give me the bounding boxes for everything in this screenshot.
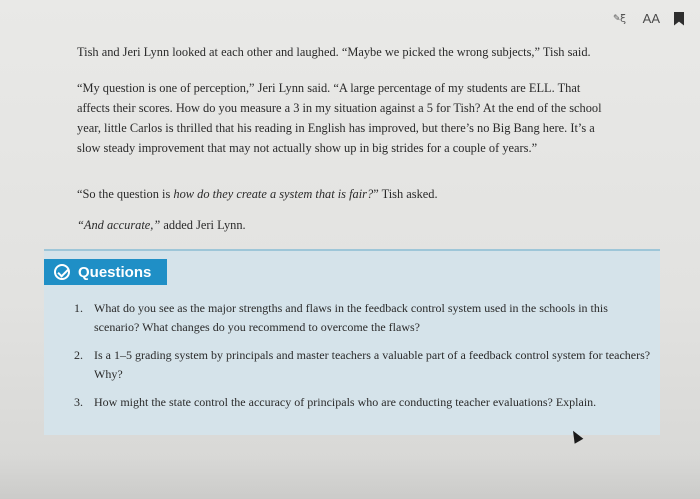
svg-text:ξ: ξ — [619, 12, 626, 24]
question-item — [74, 346, 654, 384]
paragraph-3-start: “So the question is — [77, 187, 174, 201]
paragraph-2 — [77, 78, 647, 158]
paragraph-4-rest: added Jeri Lynn. — [160, 218, 246, 232]
svg-text:✎: ✎ — [612, 14, 621, 24]
paragraph-2-line: “My question is one of perception,” Jeri Lynn said. “A large percentage of my students are ELL. That — [77, 81, 581, 95]
questions-header — [44, 259, 167, 285]
question-item — [74, 299, 654, 337]
question-item — [74, 393, 654, 412]
question-text: How might the state control the accuracy of principals who are conducting teacher evaluations? Explain. — [94, 395, 597, 409]
paragraph-2-line: slow steady improvement that may not actually show up in big strides for a couple of years.” — [77, 141, 538, 155]
reader-toolbar — [613, 10, 684, 27]
paragraph-4-italic: “And accurate,” — [77, 218, 161, 232]
questions-box — [44, 249, 660, 435]
font-size-button[interactable]: AA — [642, 11, 660, 26]
bookmark-icon[interactable] — [674, 12, 684, 26]
page-shadow — [0, 455, 700, 499]
check-circle-icon — [54, 264, 70, 280]
paragraph-2-line: year, little Carlos is thrilled that his reading in English has improved, but there’s no Big Bang here. It’s a — [77, 121, 595, 135]
questions-list — [74, 299, 654, 421]
paragraph-4 — [77, 215, 637, 235]
question-text: What do you see as the major strengths and flaws in the feedback control system used in the schools in this scenario? What changes do you recommend to overcome the flaws? — [94, 301, 608, 334]
question-number: 2. — [74, 348, 83, 362]
question-number: 1. — [74, 301, 83, 315]
question-text: Is a 1–5 grading system by principals and master teachers a valuable part of a feedback control system for teachers? Why? — [94, 348, 651, 381]
dictionary-icon[interactable] — [613, 10, 629, 27]
paragraph-3-italic: how do they create a system that is fair? — [173, 187, 374, 201]
paragraph-1: Tish and Jeri Lynn looked at each other and laughed. “Maybe we picked the wrong subjects,” Tish said. — [77, 45, 591, 59]
paragraph-3 — [77, 184, 637, 204]
question-number: 3. — [74, 395, 83, 409]
paragraph-2-line: affects their scores. How do you measure a 3 in my situation against a 5 for Tish? At the end of the school — [77, 101, 602, 115]
paragraph-3-end: ” Tish asked. — [373, 187, 438, 201]
questions-heading: Questions — [78, 263, 152, 281]
